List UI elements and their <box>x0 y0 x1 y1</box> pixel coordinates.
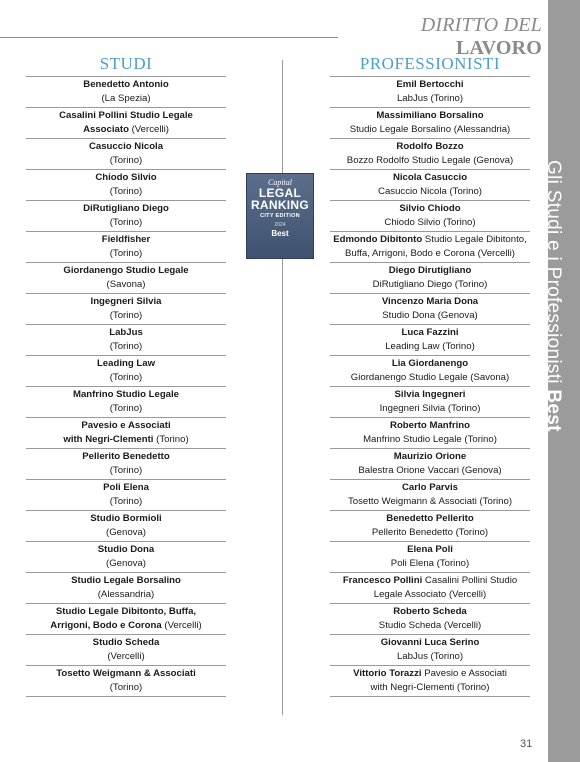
entry-name: Fieldfisher <box>101 234 151 245</box>
list-item <box>330 418 530 449</box>
entry-line <box>330 92 530 106</box>
entry-detail: (Torino) <box>153 434 189 445</box>
entry-line <box>330 295 530 309</box>
list-item <box>26 480 226 511</box>
entry-name: Giovanni Luca Serino <box>380 637 480 648</box>
entry-line <box>26 388 226 402</box>
entry-line <box>26 140 226 154</box>
entry-line <box>330 543 530 557</box>
entry-name: Giordanengo Studio Legale <box>63 265 189 276</box>
entry-name: Casalini Pollini Studio Legale <box>59 110 193 121</box>
entry-line <box>26 247 226 261</box>
entry-name: Vittorio Torazzi <box>353 668 422 679</box>
entry-line <box>330 171 530 185</box>
entry-detail: (Torino) <box>109 248 143 259</box>
entry-line <box>330 650 530 664</box>
entry-detail: Manfrino Studio Legale (Torino) <box>363 434 497 445</box>
entry-line <box>330 247 530 261</box>
entry-line <box>26 419 226 433</box>
entry-line <box>26 636 226 650</box>
entry-line <box>26 667 226 681</box>
badge-line2: RANKING <box>250 198 310 212</box>
entry-name: Lia Giordanengo <box>391 358 469 369</box>
entry-line <box>330 450 530 464</box>
entry-affiliation: Studio Legale Dibitonto, <box>422 234 527 245</box>
list-item <box>330 232 530 263</box>
entry-affiliation: Casalini Pollini Studio <box>422 575 518 586</box>
entry-name: Benedetto Pellerito <box>386 513 474 524</box>
list-item <box>26 449 226 480</box>
entry-line <box>26 340 226 354</box>
entry-detail: Studio Scheda (Vercelli) <box>378 620 482 631</box>
entry-line <box>26 605 226 619</box>
entry-detail: LabJus (Torino) <box>396 93 464 104</box>
list-item <box>26 511 226 542</box>
entry-line <box>330 605 530 619</box>
list-item <box>26 325 226 356</box>
legal-ranking-badge <box>246 173 314 259</box>
list-item <box>330 542 530 573</box>
entry-line <box>26 402 226 416</box>
entry-detail: Casuccio Nicola (Torino) <box>378 186 482 197</box>
entry-name: Leading Law <box>96 358 156 369</box>
entry-line <box>26 681 226 695</box>
entry-line <box>330 433 530 447</box>
entry-line <box>330 278 530 292</box>
entry-name: Pavesio e Associati <box>81 420 171 431</box>
entry-detail: Studio Dona (Genova) <box>382 310 478 321</box>
entry-name: Chiodo Silvio <box>95 172 157 183</box>
entry-name: Carlo Parvis <box>402 482 458 493</box>
list-item <box>330 573 530 604</box>
entry-line <box>330 202 530 216</box>
entry-line <box>330 526 530 540</box>
entry-name: Poli Elena <box>103 482 149 493</box>
list-item <box>330 356 530 387</box>
entry-name: Francesco Pollini <box>342 575 423 586</box>
list-item <box>26 294 226 325</box>
list-item <box>26 108 226 139</box>
entry-line <box>330 619 530 633</box>
entry-affiliation: Pavesio e Associati <box>421 668 507 679</box>
entry-name: Elena Poli <box>407 544 453 555</box>
entry-name: Massimiliano Borsalino <box>376 110 484 121</box>
entry-name: Emil Bertocchi <box>396 79 464 90</box>
studi-heading: STUDI <box>99 54 153 73</box>
entry-line <box>330 495 530 509</box>
entry-detail: Giordanengo Studio Legale (Savona) <box>350 372 510 383</box>
entry-detail: (Torino) <box>109 372 143 383</box>
entry-detail: Buffa, Arrigoni, Bodo e Corona (Vercelli) <box>345 248 515 259</box>
entry-detail: Poli Elena (Torino) <box>390 558 470 569</box>
entry-name: Roberto Manfrino <box>390 420 470 431</box>
entry-line <box>26 574 226 588</box>
entry-line <box>330 154 530 168</box>
entry-line <box>330 388 530 402</box>
studi-list <box>26 76 226 697</box>
entry-line <box>330 667 530 681</box>
entry-line <box>26 557 226 571</box>
entry-detail: (Alessandria) <box>97 589 155 600</box>
entry-name: Manfrino Studio Legale <box>72 389 180 400</box>
list-item <box>26 604 226 635</box>
entry-line <box>26 450 226 464</box>
entry-name: Nicola Casuccio <box>392 172 468 183</box>
entry-detail: with Negri-Clementi (Torino) <box>370 682 490 693</box>
entry-detail: Leading Law (Torino) <box>385 341 475 352</box>
professionisti-list <box>330 76 530 697</box>
entry-detail: (Torino) <box>109 155 143 166</box>
entry-name: Ingegneri Silvia <box>90 296 162 307</box>
entry-detail: (Torino) <box>109 217 143 228</box>
list-item <box>330 170 530 201</box>
entry-detail: Legale Associato (Vercelli) <box>373 589 487 600</box>
entry-line <box>26 433 226 447</box>
entry-detail: LabJus (Torino) <box>396 651 464 662</box>
entry-line <box>26 109 226 123</box>
entry-line <box>26 233 226 247</box>
entry-name: Tosetto Weigmann & Associati <box>56 668 196 679</box>
entry-detail: (Genova) <box>106 558 146 569</box>
entry-line <box>330 264 530 278</box>
list-item <box>330 263 530 294</box>
entry-line <box>330 574 530 588</box>
list-item <box>26 232 226 263</box>
entry-name: Roberto Scheda <box>393 606 467 617</box>
list-item <box>330 139 530 170</box>
professionisti-heading: PROFESSIONISTI <box>359 54 501 73</box>
list-item <box>330 480 530 511</box>
entry-detail: DiRutigliano Diego (Torino) <box>372 279 488 290</box>
entry-name: Studio Legale Dibitonto, Buffa, <box>55 606 197 617</box>
entry-name: Diego Dirutigliano <box>388 265 472 276</box>
list-item <box>330 387 530 418</box>
entry-name: DiRutigliano Diego <box>83 203 169 214</box>
entry-line <box>26 357 226 371</box>
section-title-bold: LAVORO <box>455 37 542 59</box>
entry-line <box>330 464 530 478</box>
entry-line <box>330 123 530 137</box>
entry-line <box>26 619 226 633</box>
list-item <box>330 511 530 542</box>
entry-name: Vincenzo Maria Dona <box>381 296 479 307</box>
entry-line <box>26 202 226 216</box>
entry-detail: Ingegneri Silvia (Torino) <box>379 403 481 414</box>
list-item <box>26 635 226 666</box>
entry-line <box>26 216 226 230</box>
entry-detail: (La Spezia) <box>101 93 151 104</box>
entry-detail: (Vercelli) <box>107 651 145 662</box>
entry-line <box>330 636 530 650</box>
list-item <box>26 356 226 387</box>
entry-detail: Tosetto Weigmann & Associati (Torino) <box>347 496 513 507</box>
entry-detail: (Torino) <box>109 496 143 507</box>
list-item <box>330 635 530 666</box>
entry-detail: (Genova) <box>106 527 146 538</box>
entry-line <box>330 78 530 92</box>
entry-line <box>26 295 226 309</box>
entry-detail: Chiodo Silvio (Torino) <box>384 217 476 228</box>
list-item <box>330 294 530 325</box>
entry-name: Silvio Chiodo <box>399 203 461 214</box>
entry-name: Studio Scheda <box>92 637 160 648</box>
entry-name: Studio Dona <box>97 544 155 555</box>
list-item <box>26 542 226 573</box>
side-tab-text: Gli Studi e i Professionisti <box>543 160 564 390</box>
entry-line <box>26 481 226 495</box>
list-item <box>26 139 226 170</box>
entry-detail: (Torino) <box>109 186 143 197</box>
entry-detail: (Vercelli) <box>128 124 169 135</box>
entry-name: Luca Fazzini <box>401 327 459 338</box>
entry-line <box>26 512 226 526</box>
entry-line <box>26 543 226 557</box>
entry-name: Edmondo Dibitonto <box>333 234 423 245</box>
entry-name: Benedetto Antonio <box>83 79 169 90</box>
entry-detail: Pellerito Benedetto (Torino) <box>371 527 489 538</box>
entry-name: Arrigoni, Bodo e Corona <box>50 620 162 631</box>
entry-line <box>26 588 226 602</box>
list-item <box>330 201 530 232</box>
entry-line <box>330 109 530 123</box>
list-item <box>26 418 226 449</box>
entry-detail: (Savona) <box>106 279 146 290</box>
list-item <box>26 387 226 418</box>
entry-name: Studio Bormioli <box>90 513 162 524</box>
entry-name: LabJus <box>109 327 143 338</box>
entry-detail: (Torino) <box>109 465 143 476</box>
entry-name: Pellerito Benedetto <box>82 451 170 462</box>
badge-edition: CITY EDITION <box>260 213 300 219</box>
header-rule <box>0 37 338 38</box>
entry-line <box>330 216 530 230</box>
entry-line <box>26 154 226 168</box>
list-item <box>330 325 530 356</box>
entry-line <box>330 309 530 323</box>
list-item <box>330 604 530 635</box>
list-item <box>26 666 226 697</box>
list-item <box>330 666 530 697</box>
list-item <box>26 263 226 294</box>
entry-line <box>26 309 226 323</box>
entry-detail: (Torino) <box>109 310 143 321</box>
entry-line <box>330 512 530 526</box>
entry-detail: (Torino) <box>109 341 143 352</box>
entry-line <box>330 557 530 571</box>
list-item <box>330 108 530 139</box>
entry-name: Associato <box>83 124 129 135</box>
entry-name: Rodolfo Bozzo <box>396 141 464 152</box>
entry-line <box>26 650 226 664</box>
entry-line <box>26 464 226 478</box>
entry-name: Studio Legale Borsalino <box>71 575 181 586</box>
entry-line <box>26 278 226 292</box>
entry-line <box>26 123 226 137</box>
list-item <box>26 201 226 232</box>
section-title-italic: DIRITTO DEL <box>420 14 542 36</box>
entry-line <box>330 419 530 433</box>
list-item <box>330 77 530 108</box>
entry-line <box>26 78 226 92</box>
entry-line <box>26 264 226 278</box>
entry-line <box>330 588 530 602</box>
entry-line <box>330 326 530 340</box>
entry-line <box>26 185 226 199</box>
entry-line <box>330 185 530 199</box>
entry-name: Maurizio Orione <box>393 451 467 462</box>
entry-name: Silvia Ingegneri <box>394 389 466 400</box>
entry-line <box>26 526 226 540</box>
list-item <box>26 170 226 201</box>
entry-line <box>26 371 226 385</box>
entry-line <box>330 357 530 371</box>
page-number: 31 <box>520 738 533 750</box>
entry-detail: (Torino) <box>109 682 143 693</box>
badge-brand: Capital <box>267 178 292 187</box>
list-item <box>26 77 226 108</box>
column-divider <box>282 60 283 715</box>
list-item <box>26 573 226 604</box>
list-item <box>330 449 530 480</box>
badge-line1: LEGAL <box>258 186 302 200</box>
side-tab-highlight: Best <box>543 389 564 432</box>
entry-line <box>330 233 530 247</box>
entry-line <box>26 171 226 185</box>
entry-line <box>330 681 530 695</box>
entry-name: with Negri-Clementi <box>63 434 154 445</box>
entry-line <box>26 326 226 340</box>
entry-line <box>330 140 530 154</box>
entry-line <box>330 371 530 385</box>
entry-detail: Studio Legale Borsalino (Alessandria) <box>349 124 511 135</box>
entry-line <box>330 402 530 416</box>
entry-line <box>26 92 226 106</box>
badge-label: Best <box>271 229 289 238</box>
badge-year: 2024 <box>274 222 286 228</box>
entry-line <box>26 495 226 509</box>
entry-detail: (Vercelli) <box>161 620 202 631</box>
entry-detail: Bozzo Rodolfo Studio Legale (Genova) <box>346 155 514 166</box>
entry-name: Casuccio Nicola <box>88 141 164 152</box>
entry-line <box>330 481 530 495</box>
entry-detail: (Torino) <box>109 403 143 414</box>
entry-detail: Balestra Orione Vaccari (Genova) <box>358 465 502 476</box>
entry-line <box>330 340 530 354</box>
